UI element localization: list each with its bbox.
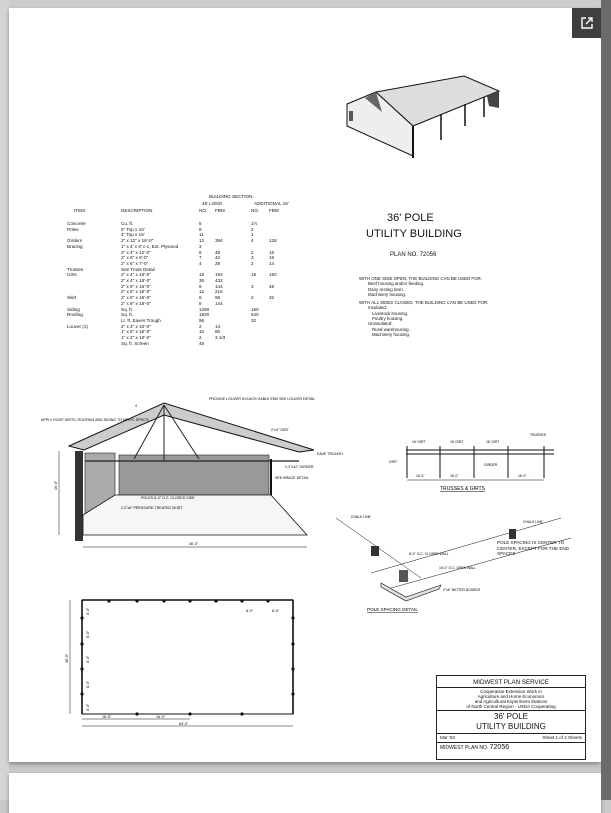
closed-heading: WITH ALL SIDES CLOSED, THE BUILDING CAN BE USED FOR:	[359, 300, 489, 306]
cell-fbmAdd: 128	[269, 238, 277, 244]
cell-noAdd: 18	[251, 272, 257, 278]
coop-line: of North Central Region - USDA Cooperating	[466, 704, 556, 709]
open-heading: WITH ONE SIDE OPEN, THE BUILDING CAN BE USED FOR:	[359, 276, 482, 281]
name-line-2: UTILITY BUILDING	[476, 722, 546, 731]
scrollbar[interactable]	[601, 0, 611, 800]
cell-noAdd: 1½	[251, 221, 258, 226]
cell-desc: 4" Top x 16'	[121, 232, 145, 238]
date: Mar '63	[440, 735, 455, 740]
bay8-dim: 8'-0"	[86, 703, 90, 711]
col-description: DESCRIPTION	[121, 208, 153, 213]
cell-item: Bracing	[67, 243, 83, 249]
girt16-label: 16' GIRT	[450, 440, 464, 444]
span-label: 16'-0"	[450, 474, 459, 478]
cell-fbmAdd: 48	[269, 283, 275, 289]
cell-noAdd: 2	[251, 260, 254, 266]
building-perspective-illustration	[339, 68, 519, 168]
cell-fbmAdd: 14	[269, 260, 275, 266]
cell-desc: 2" x 4" x 16'-0"	[121, 272, 151, 278]
cell-no48: 48	[199, 340, 205, 346]
cell-desc: 2" x 4" x 10'-0"	[121, 323, 151, 329]
bay16-dim: 16'-0"	[102, 715, 112, 719]
cell-fbm48: 48	[215, 249, 221, 255]
span-label: 16'-0"	[416, 474, 425, 478]
external-link-icon	[581, 17, 593, 29]
bay8-dim: 8'-0"	[246, 609, 254, 613]
trusses-title: TRUSSES & GIRTS	[440, 486, 485, 492]
louver-note: PROVIDE LOUVER IN EACH GABLE END SEE LOUVER DETAIL	[209, 397, 316, 401]
uninsulated-label: Uninsulated:	[368, 321, 393, 327]
cell-no48: 1920	[199, 312, 210, 318]
cell-item: Poles	[67, 226, 79, 232]
cell-no48: 5	[199, 221, 202, 226]
cell-desc: 2" x 6" x 16'-0"	[121, 295, 151, 301]
viewer-top-bar	[0, 0, 611, 8]
cell-desc: Sq. ft.	[121, 306, 134, 312]
cell-desc: 1" x 4' x 8' c-c, Ext. Plywood	[121, 243, 179, 249]
open-use: Dairy resting barn.	[368, 286, 404, 292]
cell-no48: 36	[199, 278, 205, 283]
span-label: 16'-0"	[518, 474, 527, 478]
cell-noAdd: 2	[251, 249, 254, 255]
cell-fbm48: 3 1/3	[215, 335, 226, 340]
cell-no48: 11	[199, 232, 204, 238]
cell-noAdd: 32	[251, 317, 257, 323]
girder-label: GIRDER	[484, 463, 498, 467]
cell-fbm48: 42	[215, 255, 221, 261]
sheet-count: Sheet 1 of 2 Sheets	[542, 735, 582, 740]
width-dim: 36'-0"	[189, 542, 199, 546]
cell-noAdd: 4	[251, 238, 254, 244]
title-block-plan-row	[437, 743, 585, 753]
cell-no48: 2	[199, 323, 202, 329]
pitch: 4	[135, 404, 137, 408]
viewer-left-gutter	[0, 0, 9, 800]
title-line-2: UTILITY BUILDING	[366, 228, 462, 240]
building-section-header: BUILDING SECTION	[209, 194, 253, 199]
open-use: Beef housing and/or feeding.	[368, 281, 425, 287]
coop-line: and Agricultural Experiment Stations	[474, 699, 548, 704]
cell-desc: See Truss Detail	[121, 266, 155, 272]
cell-desc: 2" x 6" x 7'-0"	[121, 260, 149, 266]
cell-item: Girts	[67, 272, 77, 278]
cell-no48: 8	[199, 300, 202, 306]
floor-plan-drawing	[64, 588, 304, 730]
cell-desc: 5" Top x 16'	[121, 226, 145, 232]
cell-no48: 8	[199, 226, 202, 232]
length-dim: 64'-0"	[179, 722, 189, 726]
cell-desc: 2" x 12" x 16'-0"	[121, 238, 154, 244]
cell-no48: 1280	[199, 306, 210, 312]
pole-detail-title: POLE SPACING DETAIL	[367, 607, 418, 612]
bay8-dim: 8'-0"	[86, 655, 90, 663]
cell-no48: 7	[199, 255, 202, 261]
closed-use: Poultry housing.	[372, 316, 404, 322]
plan-number-value: 72056	[489, 743, 510, 751]
cross-section-drawing	[39, 395, 349, 555]
cell-desc: 2" x 8" x 18'-0"	[121, 300, 151, 306]
apply-note: APPLY ROOF GIRTS, ROOFING AND SIDING TO MFR'S. SPEC'S	[41, 418, 149, 422]
pole-spacing-note: POLE SPACING IS CENTER TO CENTER, EXCEPT FOR THE END SPACES	[497, 540, 570, 557]
cell-fbm48: 384	[215, 238, 223, 244]
height-dim: 16'-0"	[54, 480, 58, 490]
cell-desc: 1" x 6" x 16'-0"	[121, 329, 151, 335]
cell-item: Roofing	[67, 312, 83, 318]
title-block-date-row	[437, 734, 585, 743]
cell-noAdd: 640	[251, 312, 259, 318]
cell-item: Trusses	[67, 266, 84, 272]
skirt-label: 2-2"x6" PRESSURE-TREATED SKIRT	[121, 506, 183, 510]
cell-no48: 4	[199, 260, 202, 266]
cell-no48: 6	[199, 295, 202, 301]
cell-no48: 96	[199, 317, 205, 323]
col-no-add: NO.	[251, 208, 260, 213]
cell-fbm48: 96	[215, 295, 221, 301]
cell-fbm48: 144	[215, 300, 223, 306]
chalk-line-label: CHALK LINE	[523, 520, 543, 524]
girt-label: GIRT	[389, 460, 398, 464]
cell-desc: Lr. ft. Eaves Trough	[121, 317, 161, 323]
name-line-1: 36' POLE	[494, 712, 528, 721]
cell-desc: 2" x 4" x 12'-0"	[121, 249, 151, 255]
cell-noAdd: 3	[251, 283, 254, 289]
col-additional: ADDITIONAL 16'	[254, 201, 289, 206]
bay8-dim: 8'-0"	[86, 680, 90, 688]
trusses-label: TRUSSES	[530, 433, 547, 437]
cell-fbm48: 14	[215, 323, 221, 329]
cell-fbmAdd: 16	[269, 249, 275, 255]
title-line-1: 36' POLE	[387, 212, 434, 224]
closed-wall-label: 8'-0" O.C. CLOSED WALL	[409, 552, 449, 556]
insulated-label: Insulated:	[368, 305, 388, 311]
cell-fbm48: 432	[215, 278, 223, 283]
col-no-48: NO.	[199, 208, 208, 213]
cell-desc: Sq. ft.	[121, 312, 134, 318]
cell-desc: 1" x 2" x 10'-0"	[121, 335, 151, 340]
coop-line: Cooperative Extension Work in	[480, 689, 542, 694]
eave-label: EAVE TROUGH	[317, 452, 343, 456]
title-block-name	[437, 711, 585, 734]
cell-no48: 9	[199, 283, 202, 289]
cell-desc: Cu. ft.	[121, 221, 134, 226]
title-block-coop	[437, 688, 585, 711]
cell-item: Concrete	[67, 221, 86, 226]
cell-no48: 18	[199, 272, 205, 278]
open-use: Machinery housing.	[368, 291, 407, 297]
cell-no48: 10	[199, 329, 205, 335]
cell-noAdd: 160	[251, 306, 259, 312]
chalk-line-label: CHALK LINE	[351, 515, 371, 519]
cell-fbmAdd: 18	[269, 255, 275, 261]
cell-desc: 2" x 6" x 6'-0"	[121, 255, 149, 261]
cell-desc: 2" x 6" x 16'-0"	[121, 283, 151, 289]
cell-fbmAdd: 32	[269, 295, 275, 301]
girt16-label: 16' GIRT	[486, 440, 500, 444]
document-page-1	[9, 8, 601, 762]
bay8-dim: 8'-0"	[86, 607, 90, 615]
cell-fbm48: 80	[215, 329, 221, 335]
cell-noAdd: 1	[251, 232, 254, 238]
depth-dim: 36'-0"	[65, 653, 69, 663]
trusses-girts-drawing	[384, 428, 574, 498]
open-wall-label: 16'-0" O.C. OPEN WALL	[439, 566, 477, 570]
cell-fbm48: 216	[215, 289, 223, 295]
document-page-2	[9, 773, 601, 813]
col-item: ITEM	[74, 208, 85, 213]
cell-fbm48: 28	[215, 260, 221, 266]
col-fbm-add: FBM	[269, 208, 279, 213]
cell-no48: 12	[199, 238, 205, 244]
brace-label: SEE BRACE DETAIL	[275, 476, 309, 480]
cell-desc: Sq. ft. Screen	[121, 340, 149, 346]
poles-label: POLES 8'-0" O.C. CLOSED SIDE	[141, 496, 195, 500]
bay8-dim: 8'-0"	[86, 630, 90, 638]
cell-fbm48: 192	[215, 272, 223, 278]
cell-fbmAdd: 192	[269, 272, 277, 278]
coop-line: Agriculture and Home Economics	[477, 694, 545, 699]
cell-fbm48: 144	[215, 283, 223, 289]
col-fbm-48: FBM	[215, 208, 225, 213]
girder-label: 2-2"x12" GIRDER	[285, 465, 314, 469]
plan-label: MIDWEST PLAN NO.	[440, 744, 489, 751]
cell-noAdd: 2	[251, 295, 254, 301]
cell-noAdd: 3	[251, 255, 254, 261]
cell-desc: 2" x 6" x 18'-0"	[121, 289, 151, 295]
closed-use: Livestock housing.	[372, 310, 409, 316]
closed-use: Machinery housing.	[372, 331, 411, 337]
cell-item: Siding	[67, 306, 80, 312]
closed-use: Rural warehousing.	[372, 326, 410, 332]
girt-label: 2"x4" GIRT	[271, 428, 289, 432]
cell-no48: 2	[199, 335, 202, 340]
cell-no48: 3	[199, 243, 202, 249]
open-in-new-window-button[interactable]	[572, 8, 601, 38]
cell-no48: 12	[199, 289, 205, 295]
girt16-label: 16' GIRT	[412, 440, 426, 444]
cell-item: Louver (1)	[67, 323, 88, 329]
cell-item: Girders	[67, 238, 83, 244]
cell-item: Skirt	[67, 295, 77, 301]
batter-label: 2"x6" BATTER BOARDS	[443, 588, 481, 592]
plan-number: PLAN NO. 72056	[390, 252, 437, 258]
building-uses	[359, 276, 488, 337]
cell-no48: 6	[199, 249, 202, 255]
col-48-long: 48' LONG	[202, 201, 223, 206]
bay16-dim: 16'-0"	[156, 715, 166, 719]
cell-noAdd: 2	[251, 226, 254, 232]
title-block	[436, 675, 586, 760]
bay8-dim: 8'-0"	[272, 609, 280, 613]
cell-desc: 2" x 4" x 18'-0"	[121, 278, 151, 283]
pole-spacing-detail-drawing	[331, 513, 581, 618]
title-block-org: MIDWEST PLAN SERVICE	[437, 676, 585, 688]
